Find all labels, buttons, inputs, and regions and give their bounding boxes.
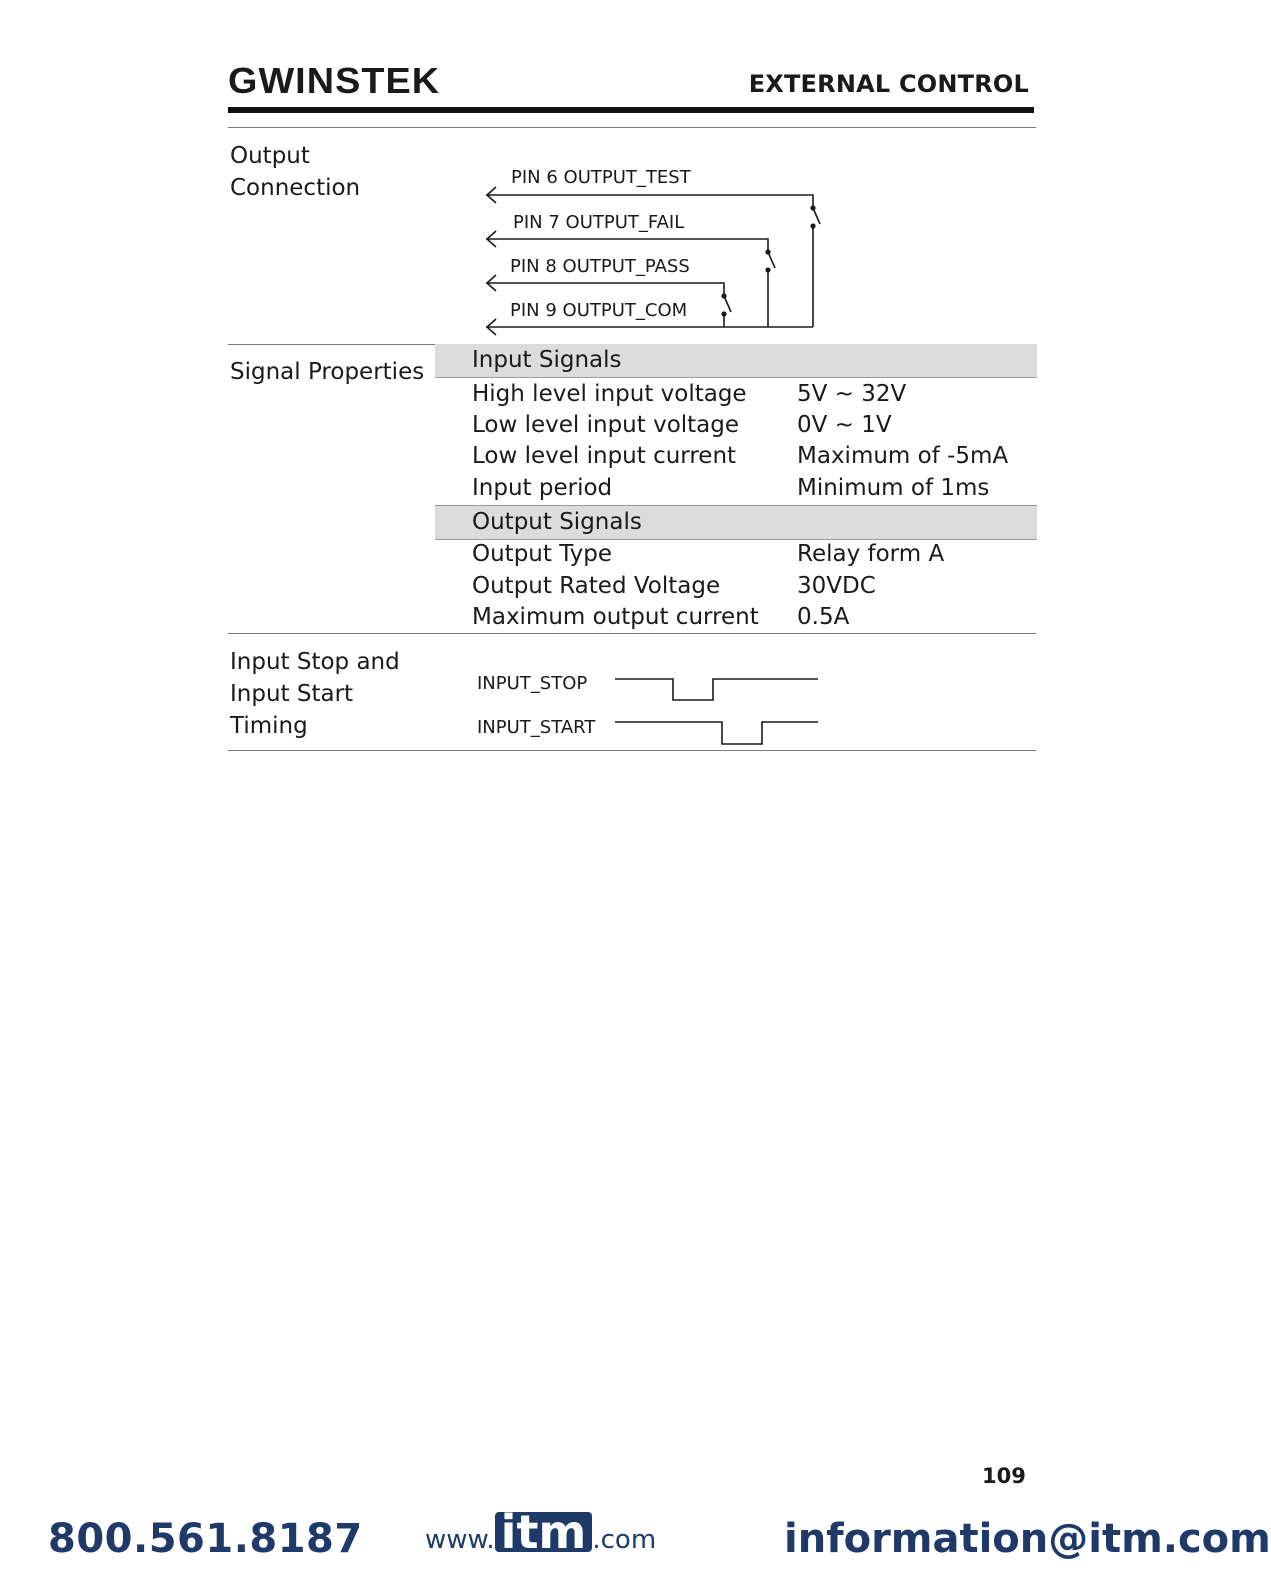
output-signals-header: Output Signals <box>472 509 642 535</box>
pin-7-label: PIN 7 OUTPUT_FAIL <box>513 212 685 233</box>
input-stop-label: INPUT_STOP <box>477 673 588 694</box>
pin-6-switch <box>813 208 820 224</box>
input-start-label: INPUT_START <box>477 717 596 738</box>
itm-logo: itm <box>495 1512 593 1552</box>
table-row-value: Minimum of 1ms <box>797 475 990 501</box>
table-row-value: 30VDC <box>797 573 876 599</box>
table-row-value: 0V ~ 1V <box>797 412 892 438</box>
footer-website[interactable] <box>425 1505 657 1559</box>
table-row-name: Input period <box>472 475 613 501</box>
footer-web-suffix: .com <box>592 1525 657 1555</box>
table-row-value: 5V ~ 32V <box>797 381 907 407</box>
pin-6-wire <box>486 195 813 208</box>
input-start-waveform <box>615 722 818 744</box>
pin-8-wire <box>486 283 724 296</box>
gwinstek-logo: GWINSTEK <box>228 60 441 101</box>
table-row-value: Maximum of -5mA <box>797 443 1009 469</box>
timing-diagram <box>0 600 1219 760</box>
table-row-name: Maximum output current <box>472 604 759 630</box>
table-row-value: Relay form A <box>797 541 945 567</box>
output-connection-label: Output Connection <box>230 143 361 201</box>
pin-9-label: PIN 9 OUTPUT_COM <box>510 300 688 321</box>
pin-8-label: PIN 8 OUTPUT_PASS <box>510 256 690 277</box>
pin-7-switch <box>768 252 775 268</box>
table-row-name: Low level input current <box>472 443 737 469</box>
timing-label: Input Stop and Input Start Timing <box>230 649 400 739</box>
section-title: EXTERNAL CONTROL <box>748 70 1029 98</box>
pin-6-label: PIN 6 OUTPUT_TEST <box>511 167 691 188</box>
footer-phone: 800.561.8187 <box>48 1516 363 1562</box>
section-divider <box>228 750 1036 751</box>
table-row-name: Low level input voltage <box>472 412 740 438</box>
pin-7-wire <box>486 239 768 252</box>
table-row-name: Output Type <box>472 541 613 567</box>
table-row-name: Output Rated Voltage <box>472 573 721 599</box>
table-row-value: 0.5A <box>797 604 850 630</box>
input-stop-waveform <box>615 679 818 700</box>
output-connection-diagram <box>0 0 1219 400</box>
input-signals-header: Input Signals <box>472 347 622 373</box>
pin-8-switch <box>724 296 731 312</box>
footer-email[interactable]: information@itm.com <box>784 1516 1271 1562</box>
footer-web-prefix: www. <box>425 1525 495 1555</box>
signal-properties-label: Signal Properties <box>230 359 425 385</box>
page-number: 109 <box>982 1464 1026 1488</box>
table-row-name: High level input voltage <box>472 381 747 407</box>
